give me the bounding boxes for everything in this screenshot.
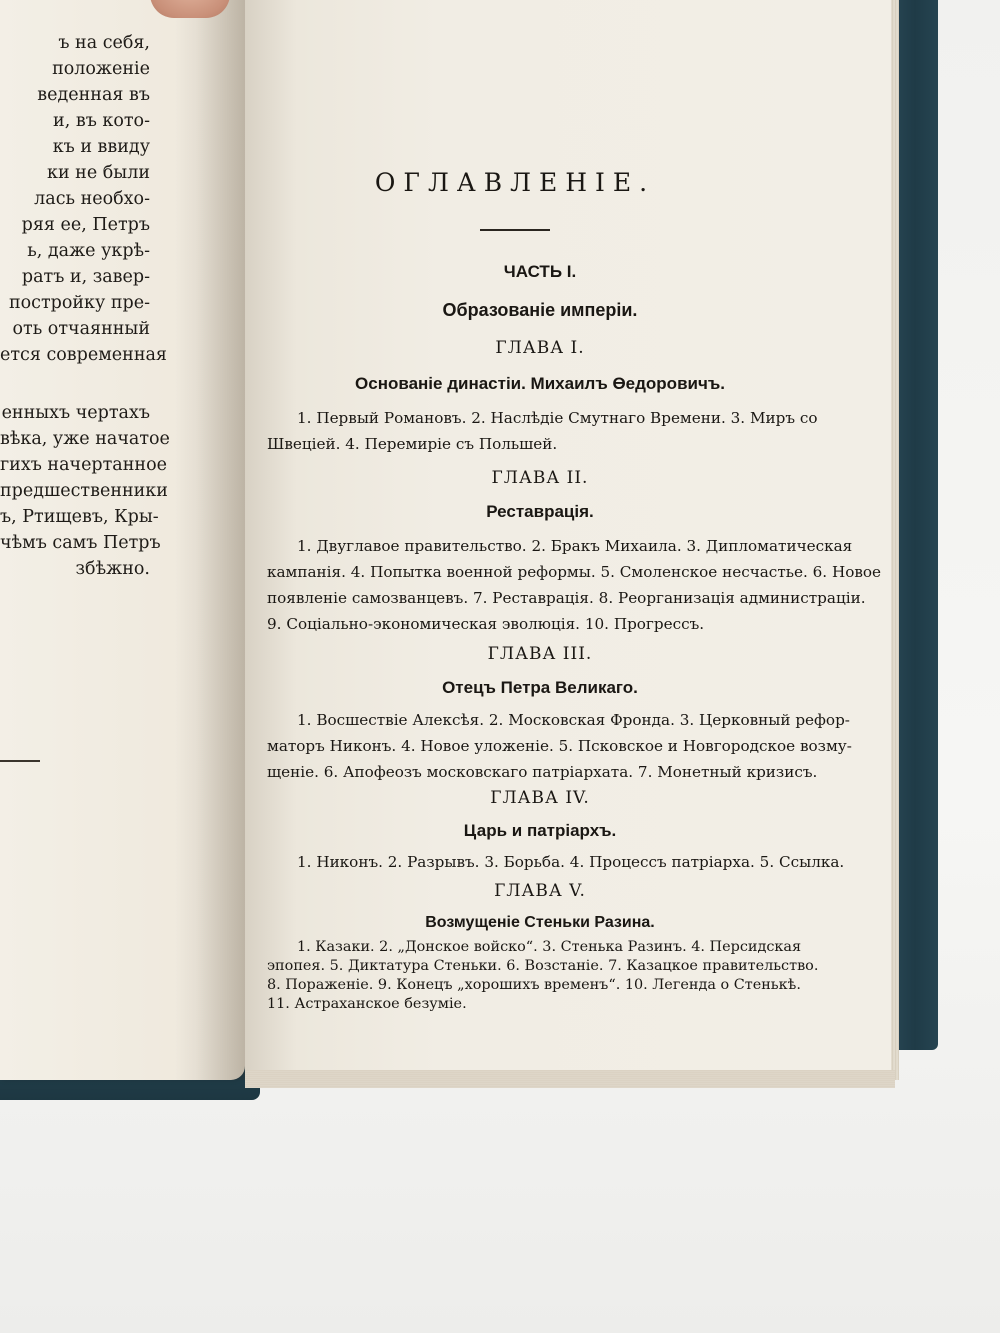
chapter-contents <box>267 849 845 875</box>
chapter-contents <box>267 707 852 785</box>
left-page-rule <box>0 760 40 762</box>
chapter-title: Царь и патріархъ. <box>463 821 617 840</box>
contents-line: 1. Двуглавое правительство. 2. Бракъ Михаила. 3. Дипломатическая <box>297 537 853 555</box>
chapter-heading: ГЛАВА II. <box>491 468 589 488</box>
chapter-contents <box>267 405 845 457</box>
chapter-title: Отецъ Петра Великаго. <box>442 678 638 697</box>
chapter-contents <box>267 938 845 1014</box>
part-label: ЧАСТЬ I. <box>503 262 577 281</box>
left-line: ъ на себя, <box>58 33 150 53</box>
chapter-contents <box>267 533 882 637</box>
left-page <box>0 0 245 1080</box>
contents-line: 1. Никонъ. 2. Разрывъ. 3. Борьба. 4. Процессъ патріарха. 5. Ссылка. <box>297 853 845 871</box>
page-stack-edge <box>245 1070 895 1088</box>
chapter-heading: ГЛАВА III. <box>487 644 593 664</box>
chapter-heading: ГЛАВА I. <box>495 338 585 358</box>
title-rule <box>480 229 550 231</box>
left-line: енныхъ чертахъ <box>1 403 150 423</box>
contents-line: появленіе самозванцевъ. 7. Реставрація. 8. Реорганизація администраціи. <box>267 589 866 607</box>
gutter-shadow <box>175 0 245 1080</box>
left-line: ряя ее, Петръ <box>21 215 150 235</box>
contents-line: 9. Соціально-экономическая эволюція. 10. Прогрессъ. <box>267 615 705 633</box>
left-line: положеніе <box>52 59 150 79</box>
part-title: Образованіе имперіи. <box>442 300 638 320</box>
contents-line: маторъ Никонъ. 4. Новое уложеніе. 5. Псковское и Новгородское возму- <box>267 737 852 755</box>
table-of-contents <box>245 0 893 1080</box>
contents-line: щеніе. 6. Апофеозъ московскаго патріархата. 7. Монетный кризисъ. <box>267 763 818 781</box>
left-line: ется современная <box>0 345 167 365</box>
chapter-heading: ГЛАВА IV. <box>490 788 590 808</box>
chapter-heading: ГЛАВА V. <box>494 881 586 901</box>
contents-line: 1. Казаки. 2. „Донское войско“. 3. Стенька Разинъ. 4. Персидская <box>297 939 802 955</box>
chapter-title: Основаніе династіи. Михаилъ Өедоровичъ. <box>355 374 725 393</box>
contents-line: 11. Астраханское безуміе. <box>267 996 467 1012</box>
chapter-title: Возмущеніе Стеньки Разина. <box>425 914 655 931</box>
left-line: оть отчаянный <box>12 319 150 339</box>
left-line: ратъ и, завер- <box>21 267 150 287</box>
left-line: вѣка, уже начатое <box>0 429 170 449</box>
left-line: ь, даже укрѣ- <box>27 241 150 261</box>
left-line: збѣжно. <box>75 559 150 579</box>
left-line: чѣмъ самъ Петръ <box>0 533 161 553</box>
left-line: лась необхо- <box>34 189 150 209</box>
contents-line: кампанія. 4. Попытка военной реформы. 5. Смоленское несчастье. 6. Новое <box>267 563 882 581</box>
left-line: къ и ввиду <box>52 137 150 157</box>
left-line: ки не были <box>47 163 150 183</box>
toc-title: ОГЛАВЛЕНІЕ. <box>374 168 656 197</box>
contents-line: 1. Восшествіе Алексѣя. 2. Московская Фронда. 3. Церковный рефор- <box>297 711 850 729</box>
left-line: гихъ начертанное <box>0 455 167 475</box>
right-page <box>245 0 893 1085</box>
left-line: предшественники <box>0 481 168 501</box>
contents-line: 1. Первый Романовъ. 2. Наслѣдіе Смутнаго Времени. 3. Миръ со <box>297 409 818 427</box>
left-page-text <box>0 30 170 582</box>
contents-line: 8. Пораженіе. 9. Конецъ „хорошихъ временъ“. 10. Легенда о Стенькѣ. <box>267 977 801 993</box>
left-line: ъ, Ртищевъ, Кры- <box>0 507 159 527</box>
left-line: веденная въ <box>37 85 150 105</box>
contents-line: Швеціей. 4. Перемиріе съ Польшей. <box>267 435 558 453</box>
left-line: постройку пре- <box>8 293 150 313</box>
contents-line: эпопея. 5. Диктатура Стеньки. 6. Возстаніе. 7. Казацкое правительство. <box>267 958 819 974</box>
chapter-title: Реставрація. <box>486 502 594 521</box>
left-line: и, въ кото- <box>53 111 150 131</box>
